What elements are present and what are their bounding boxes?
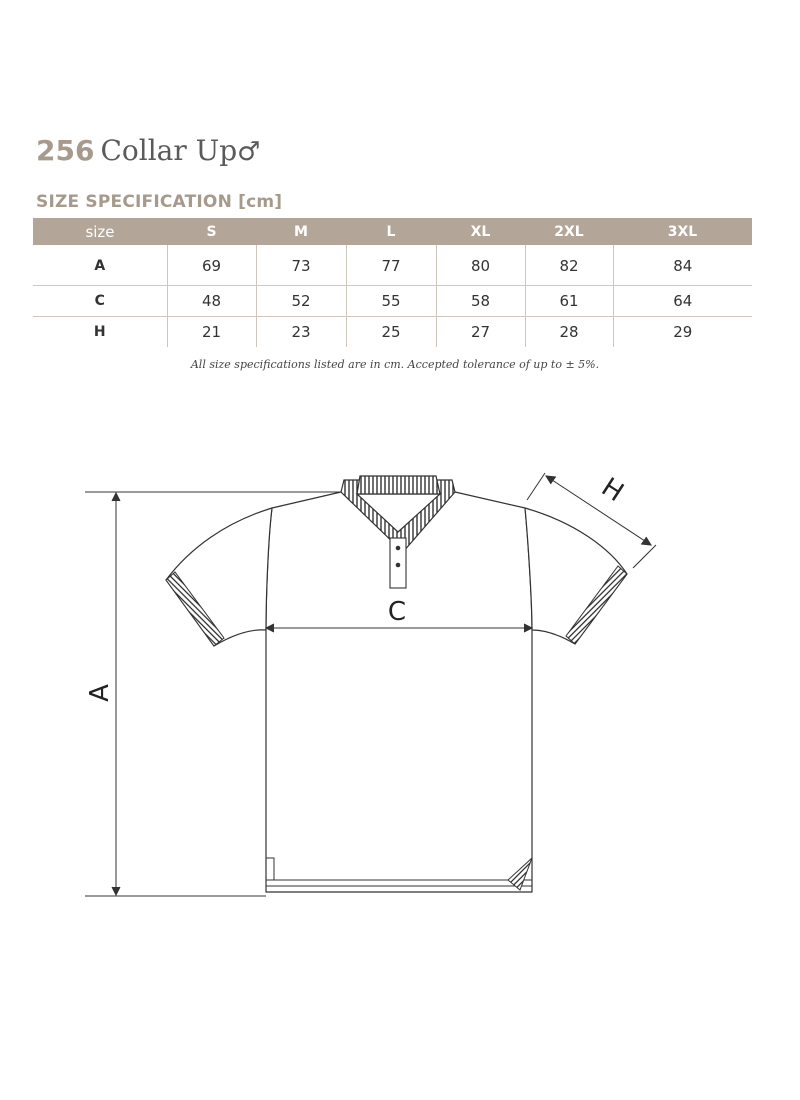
table-cell: 48: [167, 286, 256, 317]
row-label: C: [33, 286, 167, 317]
row-label: H: [33, 317, 167, 348]
table-cell: 64: [613, 286, 752, 317]
table-cell: 69: [167, 245, 256, 286]
table-cell: 82: [525, 245, 613, 286]
column-header: 3XL: [613, 218, 752, 245]
column-header: XL: [436, 218, 525, 245]
column-header: 2XL: [525, 218, 613, 245]
column-header: M: [256, 218, 346, 245]
table-cell: 25: [346, 317, 436, 348]
dimension-label-c: C: [387, 597, 407, 627]
column-header: S: [167, 218, 256, 245]
table-cell: 55: [346, 286, 436, 317]
table-cell: 21: [167, 317, 256, 348]
table-cell: 77: [346, 245, 436, 286]
button-icon: [396, 546, 401, 551]
table-cell: 58: [436, 286, 525, 317]
table-cell: 61: [525, 286, 613, 317]
size-spec-heading: SIZE SPECIFICATION [cm]: [36, 192, 283, 212]
column-header: size: [33, 218, 167, 245]
product-number: 256: [36, 134, 95, 167]
tolerance-note: All size specifications listed are in cm. Accepted tolerance of up to ± 5%.: [190, 358, 600, 371]
row-label: A: [33, 245, 167, 286]
table-cell: 23: [256, 317, 346, 348]
dimension-label-a: A: [85, 684, 115, 702]
table-cell: 52: [256, 286, 346, 317]
product-name: Collar Up: [100, 134, 238, 167]
dimension-label-h: H: [595, 472, 629, 509]
table-cell: 73: [256, 245, 346, 286]
button-icon: [396, 563, 401, 568]
table-cell: 29: [673, 323, 693, 341]
male-gender-icon: ♂: [237, 137, 261, 167]
placket: [390, 538, 406, 588]
table-cell: 80: [436, 245, 525, 286]
table-cell: 28: [525, 317, 613, 348]
table-cell: 27: [436, 317, 525, 348]
column-header: L: [346, 218, 436, 245]
table-cell: 84: [613, 245, 752, 286]
